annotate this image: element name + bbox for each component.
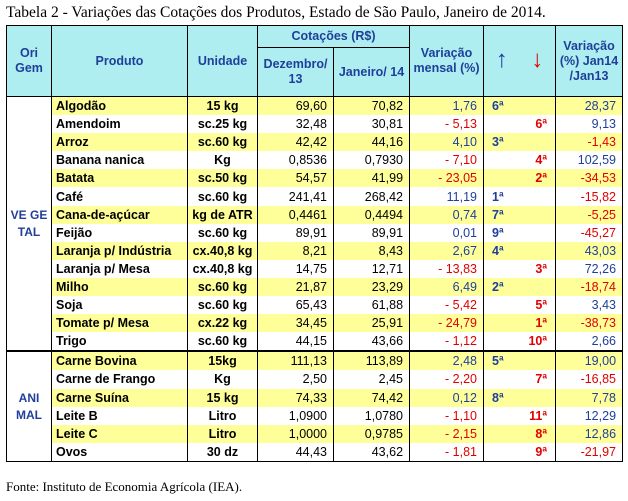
price-january: 44,16 [334,133,410,151]
rank-decrease: 7ª [520,370,556,388]
monthly-variation: - 1,12 [410,332,484,351]
table-row [7,97,623,116]
monthly-variation: - 5,13 [410,115,484,133]
annual-variation: -45,27 [556,224,623,242]
rank-decrease [520,206,556,224]
table-row [7,115,623,133]
price-december: 21,87 [258,278,334,296]
price-december: 2,50 [258,370,334,388]
monthly-variation: 11,19 [410,187,484,205]
annual-variation: 9,13 [556,115,623,133]
table-row [7,296,623,314]
rank-decrease [520,278,556,296]
price-december: 111,13 [258,351,334,370]
rank-increase: 1ª [484,187,520,205]
product-unit: 30 dz [188,443,258,462]
table-title: Tabela 2 - Variações das Cotações dos Produtos, Estado de São Paulo, Janeiro de 2014. [6,4,546,21]
rank-decrease [520,97,556,116]
price-january: 43,62 [334,443,410,462]
rank-increase [484,370,520,388]
price-january: 61,88 [334,296,410,314]
product-name: Soja [52,296,188,314]
price-january: 0,7930 [334,151,410,169]
table-row [7,260,623,278]
rank-increase [484,296,520,314]
product-unit: sc.60 kg [188,187,258,205]
price-january: 23,29 [334,278,410,296]
rank-decrease [520,133,556,151]
rank-increase [484,314,520,332]
table-row [7,169,623,187]
price-january: 43,66 [334,332,410,351]
product-name: Batata [52,169,188,187]
price-december: 32,48 [258,115,334,133]
rank-decrease [520,351,556,370]
price-january: 89,91 [334,224,410,242]
monthly-variation: 2,48 [410,351,484,370]
price-january: 268,42 [334,187,410,205]
rank-increase: 3ª [484,133,520,151]
product-name: Trigo [52,332,188,351]
annual-variation: -21,97 [556,443,623,462]
annual-variation: 43,03 [556,242,623,260]
product-name: Carne Suína [52,389,188,407]
table-row [7,206,623,224]
monthly-variation: - 1,10 [410,407,484,425]
rank-increase [484,407,520,425]
rank-decrease: 10ª [520,332,556,351]
annual-variation: -16,85 [556,370,623,388]
price-december: 0,8536 [258,151,334,169]
product-unit: Kg [188,370,258,388]
table-row [7,224,623,242]
header-variacao-anual: Variação (%) Jan14 /Jan13 [556,26,623,97]
arrow-up-icon: ↑ [484,26,520,97]
rank-decrease: 4ª [520,151,556,169]
product-name: Tomate p/ Mesa [52,314,188,332]
rank-increase: 9ª [484,224,520,242]
rank-increase: 8ª [484,389,520,407]
price-december: 42,42 [258,133,334,151]
monthly-variation: - 24,79 [410,314,484,332]
product-unit: kg de ATR [188,206,258,224]
rank-decrease [520,389,556,407]
product-name: Café [52,187,188,205]
price-december: 241,41 [258,187,334,205]
annual-variation: -15,82 [556,187,623,205]
product-unit: sc.60 kg [188,296,258,314]
product-name: Milho [52,278,188,296]
price-january: 2,45 [334,370,410,388]
header-janeiro: Janeiro/ 14 [334,48,410,97]
product-unit: sc.60 kg [188,278,258,296]
table-row [7,370,623,388]
product-unit: 15 kg [188,97,258,116]
product-unit: cx.40,8 kg [188,260,258,278]
price-january: 25,91 [334,314,410,332]
rank-increase: 5ª [484,351,520,370]
monthly-variation: 0,12 [410,389,484,407]
table-row [7,187,623,205]
table-row [7,332,623,351]
price-january: 74,42 [334,389,410,407]
header-unidade: Unidade [188,26,258,97]
rank-increase [484,115,520,133]
rank-decrease [520,242,556,260]
price-december: 34,45 [258,314,334,332]
annual-variation: 72,26 [556,260,623,278]
product-unit: Kg [188,151,258,169]
price-january: 1,0780 [334,407,410,425]
price-december: 44,43 [258,443,334,462]
header-variacao-mensal: Variação mensal (%) [410,26,484,97]
annual-variation: 7,78 [556,389,623,407]
annual-variation: 19,00 [556,351,623,370]
product-unit: sc.50 kg [188,169,258,187]
rank-increase: 2ª [484,278,520,296]
table-row [7,389,623,407]
product-unit: Litro [188,425,258,443]
price-january: 12,71 [334,260,410,278]
rank-increase: 6ª [484,97,520,116]
monthly-variation: 0,74 [410,206,484,224]
table-row [7,242,623,260]
rank-decrease: 6ª [520,115,556,133]
rank-decrease: 1ª [520,314,556,332]
rank-increase [484,443,520,462]
monthly-variation: - 2,20 [410,370,484,388]
rank-decrease: 2ª [520,169,556,187]
table-body [7,97,623,462]
product-unit: cx.22 kg [188,314,258,332]
product-name: Arroz [52,133,188,151]
annual-variation: 12,29 [556,407,623,425]
product-unit: cx.40,8 kg [188,242,258,260]
price-december: 0,4461 [258,206,334,224]
annual-variation: 12,86 [556,425,623,443]
table-row [7,278,623,296]
table-row [7,425,623,443]
product-name: Leite C [52,425,188,443]
rank-increase [484,425,520,443]
rank-decrease: 9ª [520,443,556,462]
annual-variation: 3,43 [556,296,623,314]
table-row [7,443,623,462]
price-january: 113,89 [334,351,410,370]
rank-decrease: 5ª [520,296,556,314]
annual-variation: -5,25 [556,206,623,224]
price-december: 44,15 [258,332,334,351]
product-unit: sc.25 kg [188,115,258,133]
monthly-variation: 1,76 [410,97,484,116]
header-produto: Produto [52,26,188,97]
product-unit: sc.60 kg [188,224,258,242]
price-december: 89,91 [258,224,334,242]
annual-variation: 2,66 [556,332,623,351]
arrow-down-icon: ↓ [520,26,556,97]
annual-variation: -1,43 [556,133,623,151]
monthly-variation: - 5,42 [410,296,484,314]
price-december: 1,0000 [258,425,334,443]
product-unit: Litro [188,407,258,425]
rank-increase: 7ª [484,206,520,224]
monthly-variation: - 13,83 [410,260,484,278]
monthly-variation: 4,10 [410,133,484,151]
price-january: 0,4494 [334,206,410,224]
origin-label: ANI MAL [7,351,52,461]
rank-decrease [520,224,556,242]
table-row [7,133,623,151]
price-december: 14,75 [258,260,334,278]
price-december: 54,57 [258,169,334,187]
price-january: 30,81 [334,115,410,133]
annual-variation: 28,37 [556,97,623,116]
table-row [7,151,623,169]
header-origem: Ori Gem [7,26,52,97]
rank-decrease: 3ª [520,260,556,278]
header-cotacoes: Cotações (R$) [258,26,410,48]
product-name: Feijão [52,224,188,242]
product-name: Algodão [52,97,188,116]
rank-increase [484,169,520,187]
product-unit: sc.60 kg [188,332,258,351]
monthly-variation: - 2,15 [410,425,484,443]
price-january: 8,43 [334,242,410,260]
origin-label: VE GE TAL [7,97,52,352]
product-unit: sc.60 kg [188,133,258,151]
annual-variation: -18,74 [556,278,623,296]
table-row [7,314,623,332]
monthly-variation: - 1,81 [410,443,484,462]
price-december: 69,60 [258,97,334,116]
header-dezembro: Dezembro/ 13 [258,48,334,97]
price-variation-table [6,25,623,462]
product-name: Leite B [52,407,188,425]
price-january: 0,9785 [334,425,410,443]
price-december: 74,33 [258,389,334,407]
table-row [7,407,623,425]
price-december: 1,0900 [258,407,334,425]
annual-variation: 102,59 [556,151,623,169]
rank-increase: 4ª [484,242,520,260]
product-name: Laranja p/ Indústria [52,242,188,260]
source-footnote: Fonte: Instituto de Economia Agrícola (IEA). [6,479,243,494]
monthly-variation: 2,67 [410,242,484,260]
product-name: Laranja p/ Mesa [52,260,188,278]
product-name: Carne Bovina [52,351,188,370]
product-unit: 15 kg [188,389,258,407]
table-row [7,351,623,370]
product-name: Carne de Frango [52,370,188,388]
rank-increase [484,332,520,351]
annual-variation: -34,53 [556,169,623,187]
monthly-variation: - 7,10 [410,151,484,169]
rank-decrease: 11ª [520,407,556,425]
price-january: 41,99 [334,169,410,187]
annual-variation: -38,73 [556,314,623,332]
monthly-variation: 0,01 [410,224,484,242]
rank-increase [484,151,520,169]
product-name: Cana-de-açúcar [52,206,188,224]
price-december: 8,21 [258,242,334,260]
rank-decrease: 8ª [520,425,556,443]
monthly-variation: - 23,05 [410,169,484,187]
product-name: Banana nanica [52,151,188,169]
rank-decrease [520,187,556,205]
rank-increase [484,260,520,278]
product-name: Amendoim [52,115,188,133]
price-december: 65,43 [258,296,334,314]
price-january: 70,82 [334,97,410,116]
product-name: Ovos [52,443,188,462]
monthly-variation: 6,49 [410,278,484,296]
product-unit: 15kg [188,351,258,370]
